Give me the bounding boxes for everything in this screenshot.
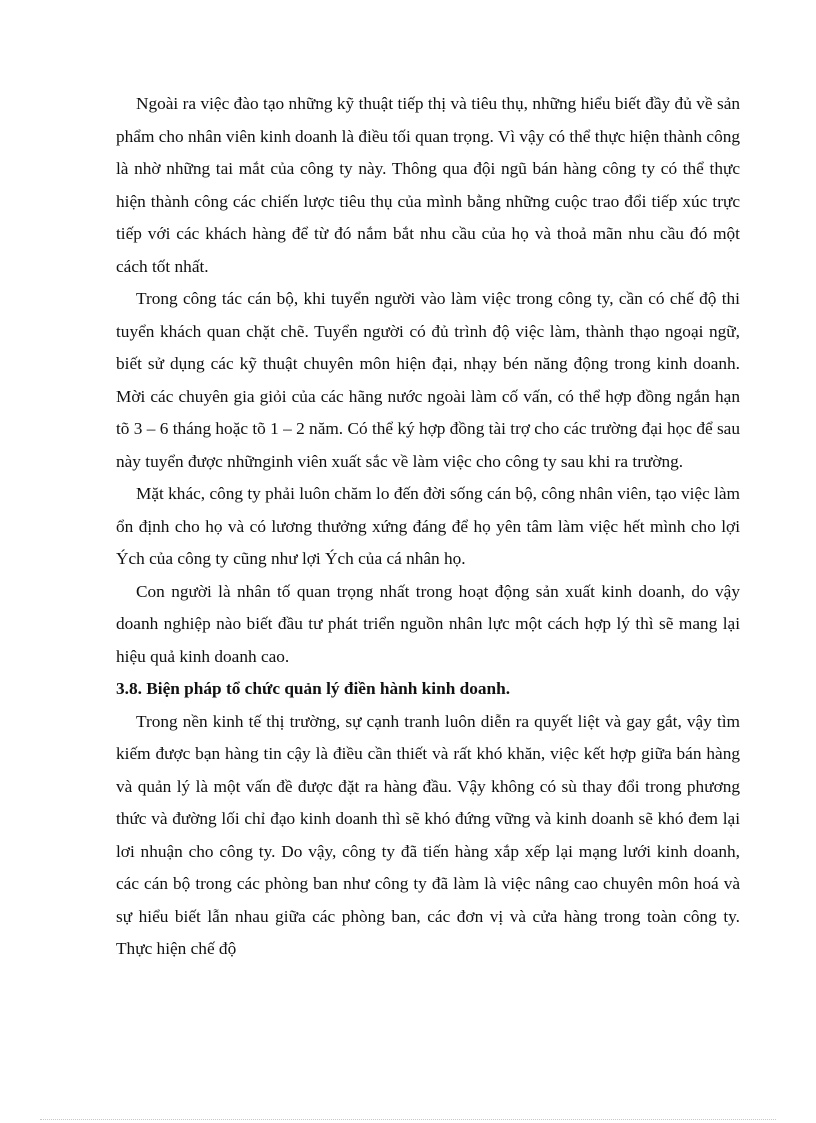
paragraph-welfare: Mặt khác, công ty phải luôn chăm lo đến đời sống cán bộ, công nhân viên, tạo việc làm ổn định cho họ và có lương thưởng xứng đáng để họ yên tâm làm việc hết mình cho lợi Ých của công ty cũng như lợi Ých của cá nhân họ.: [116, 484, 740, 568]
section-heading: 3.8. Biện pháp tổ chức quản lý điền hành kinh doanh.: [116, 679, 511, 698]
paragraph-recruitment: Trong công tác cán bộ, khi tuyển người vào làm việc trong công ty, cần có chế độ thi tuyển khách quan chặt chẽ. Tuyển người có đủ trình độ việc làm, thành thạo ngoại ngữ, biết sử dụng các kỹ thuật chuyên môn hiện đại, nhạy bén năng động trong kinh doanh. Mời các chuyên gia giỏi của các hãng nước ngoài làm cố vấn, có thể hợp đồng ngắn hạn tõ 3 – 6 tháng hoặc tõ 1 – 2 năm. Có thể ký hợp đồng tài trợ cho các trường đại học để sau này tuyển được nhữnginh viên xuất sắc về làm việc cho công ty sau khi ra trường.: [116, 289, 740, 471]
paragraph-human-resources: Con người là nhân tố quan trọng nhất trong hoạt động sản xuất kinh doanh, do vậy doanh nghiệp nào biết đầu tư phát triển nguồn nhân lực một cách hợp lý thì sẽ mang lại hiệu quả kinh doanh cao.: [116, 581, 740, 666]
document-page: [116, 88, 740, 966]
paragraph-management: Trong nền kinh tế thị trường, sự cạnh tranh luôn diễn ra quyết liệt và gay gắt, vậy tìm kiếm được bạn hàng tin cậy là điều cần thiết và rất khó khăn, việc kết hợp giữa bán hàng và quản lý là một vấn đề được đặt ra hàng đầu. Vậy không có sù thay đổi trong phương thức và đường lối chỉ đạo kinh doanh thì sẽ khó đứng vững và kinh doanh sẽ khó đem lại lơi nhuận cho công ty. Do vậy, công ty đã tiến hàng xắp xếp lại mạng lưới kinh doanh, các cán bộ trong các phòng ban như công ty đã làm là việc nâng cao chuyên môn hoá và sự hiểu biết lẫn nhau giữa các phòng ban, các đơn vị và cửa hàng trong toàn công ty. Thực hiện chế độ: [116, 711, 740, 958]
paragraph-training: Ngoài ra việc đào tạo những kỹ thuật tiếp thị và tiêu thụ, những hiểu biết đầy đủ về sản phẩm cho nhân viên kinh doanh là điều tối quan trọng. Vì vậy có thể thực hiện thành công là nhờ những tai mắt của công ty này. Thông qua đội ngũ bán hàng công ty có thể thực hiện thành công các chiến lược tiêu thụ của mình bằng những cuộc trao đổi tiếp xúc trực tiếp với các khách hàng để từ đó nắm bắt nhu cầu của họ và thoả mãn nhu cầu đó một cách tốt nhất.: [116, 94, 740, 276]
page-bottom-divider: [40, 1119, 776, 1120]
